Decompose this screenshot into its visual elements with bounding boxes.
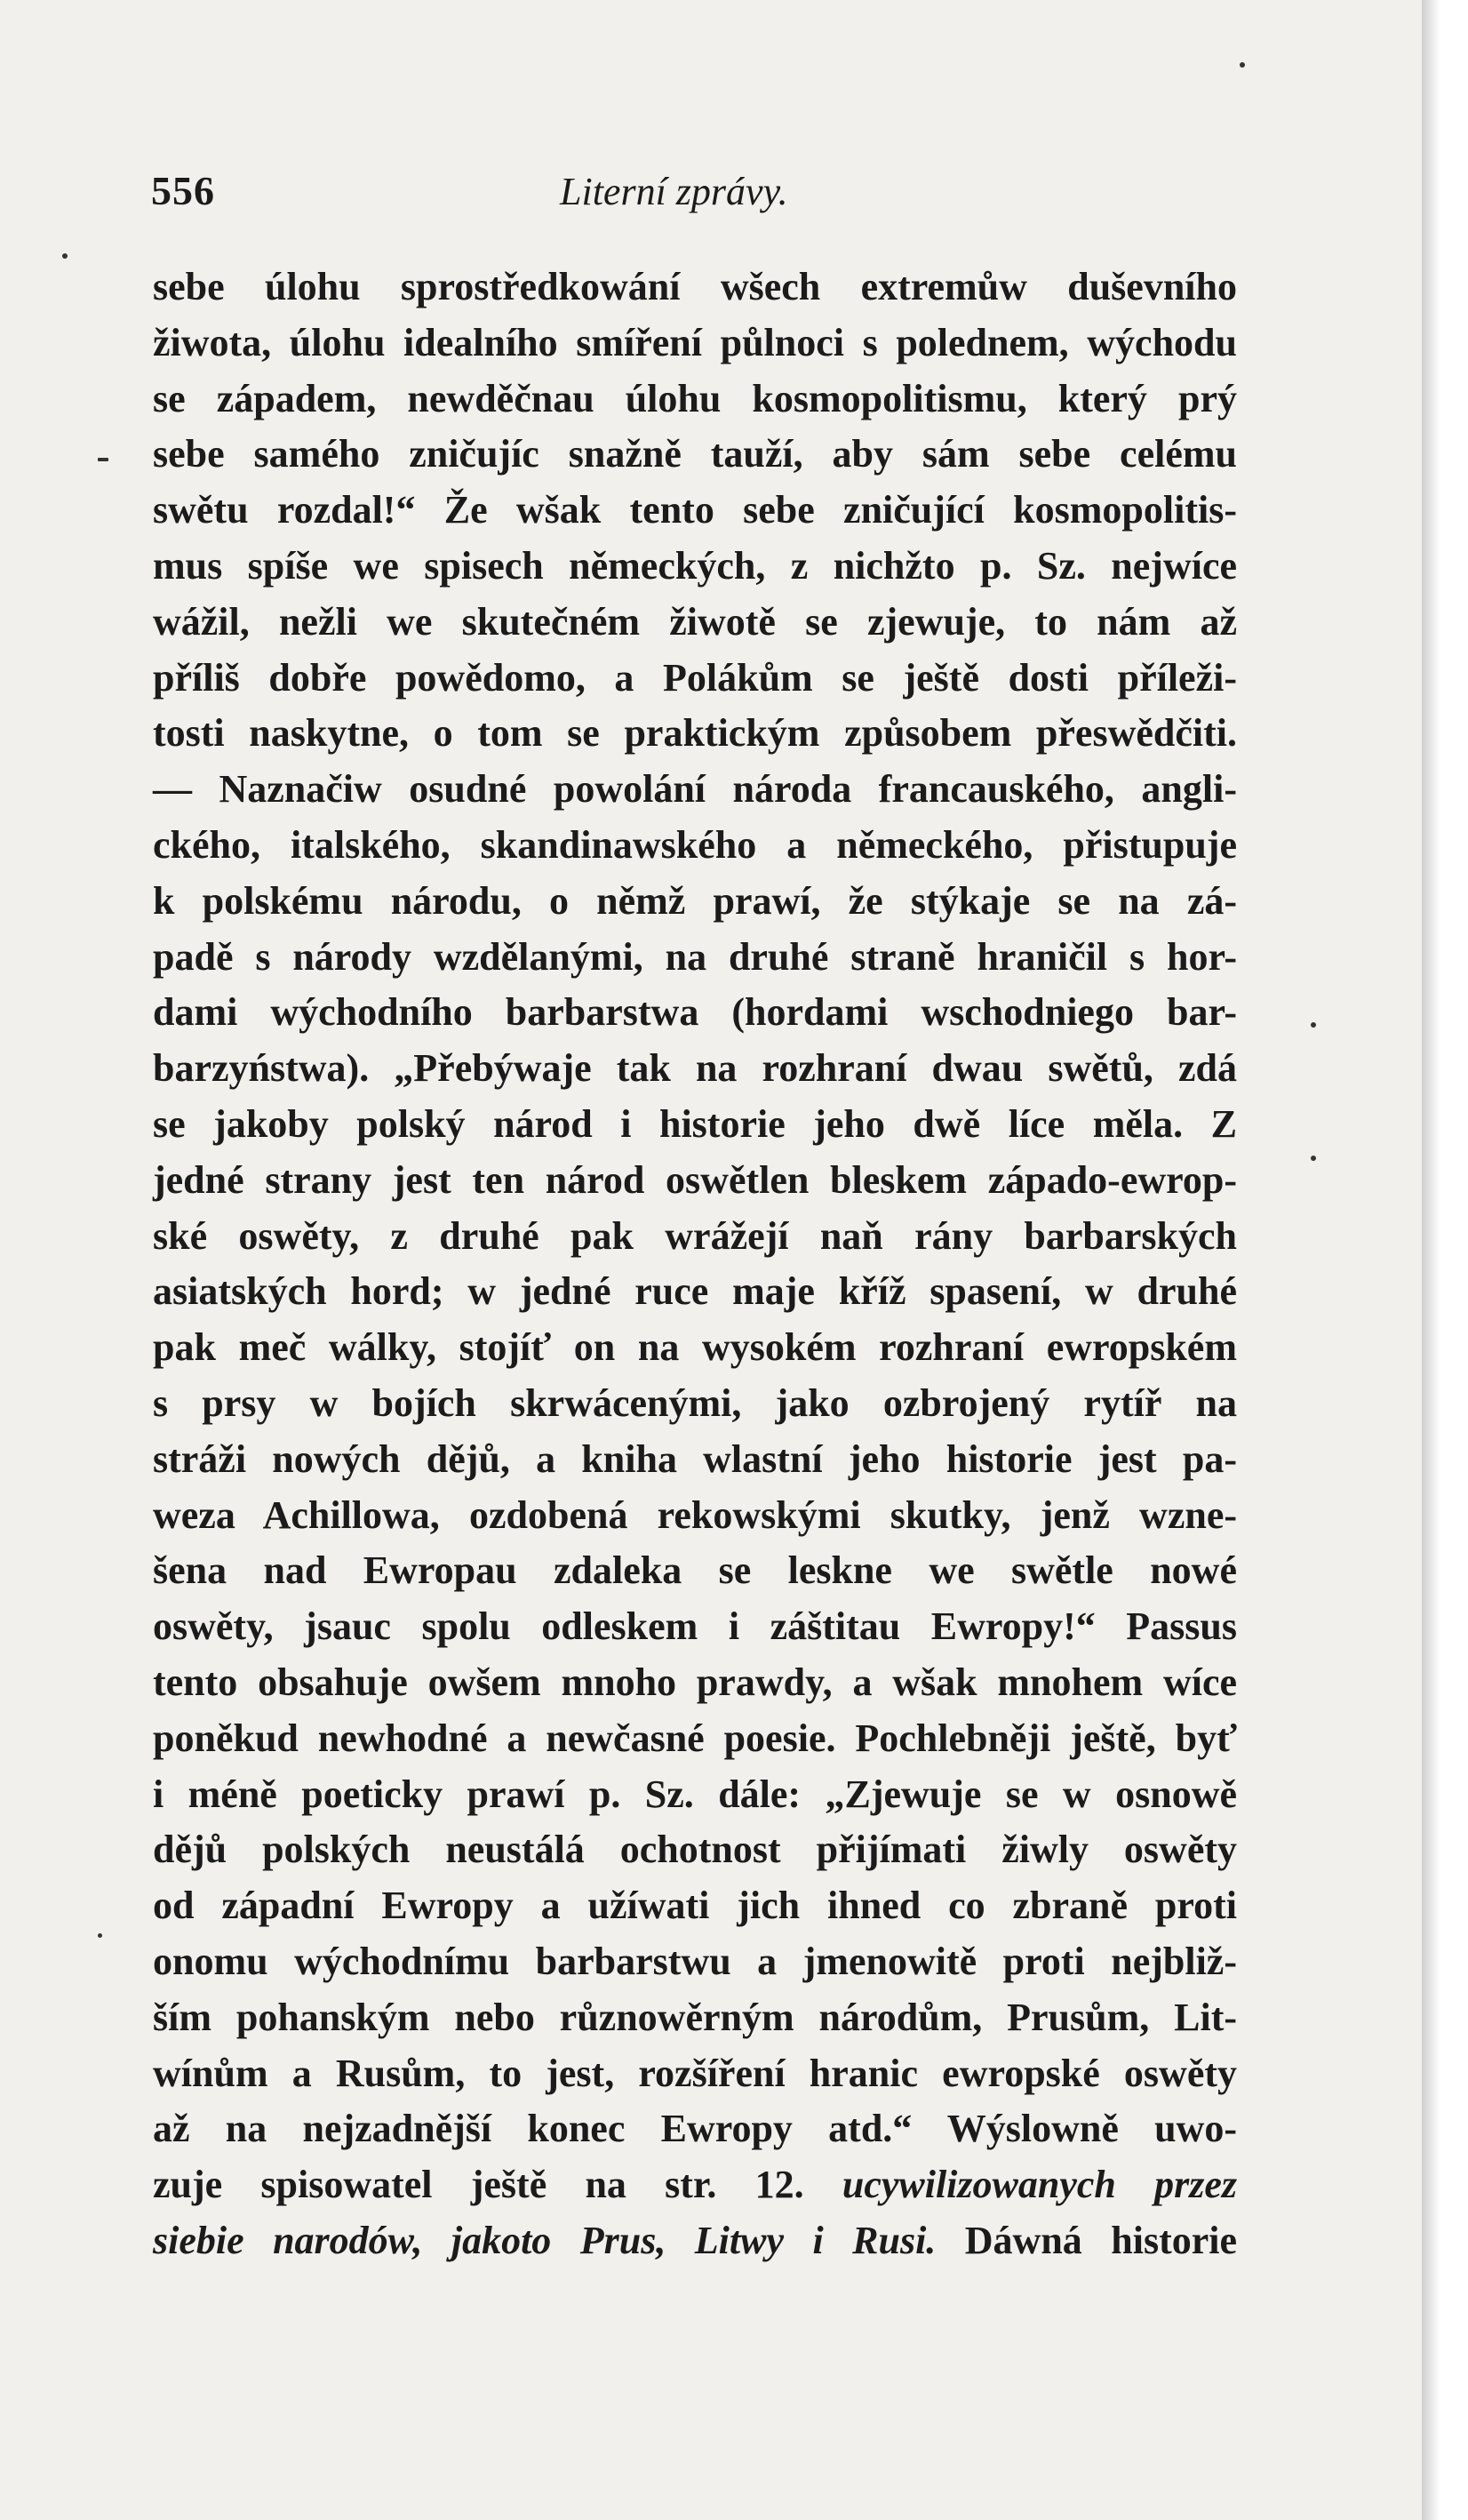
text-line: až na nejzadnější konec Ewropy atd.“ Wýslowně uwo- [153, 2107, 1237, 2151]
text-line: příliš dobře powědomo, a Polákům se ještě dosti příleži- [153, 655, 1237, 700]
text-line: šena nad Ewropau zdaleka se leskne we swětle nowé [153, 1548, 1237, 1593]
scan-speck [62, 253, 68, 259]
text-line: pak meč wálky, stojíť on na wysokém rozhraní ewropském [153, 1325, 1237, 1370]
text-line-italic: ucywilizowanych przez [842, 2163, 1238, 2207]
text-line: wínům a Rusům, to jest, rozšíření hranic ewropské oswěty [153, 2051, 1237, 2095]
text-line: s prsy w bojích skrwácenými, jako ozbrojený rytíř na [153, 1380, 1237, 1425]
page-number: 556 [151, 168, 215, 213]
text-line: tosti naskytne, o tom se praktickým způsobem přeswědčiti. [153, 711, 1237, 756]
text-line: se západem, newděčnau úlohu kosmopolitismu, který prý [153, 376, 1237, 420]
text-line: poněkud newhodné a newčasné poesie. Pochlebněji ještě, byť [153, 1716, 1237, 1760]
text-line: onomu wýchodnímu barbarstwu a jmenowitě proti nejbliž- [153, 1939, 1237, 1983]
scan-speck [98, 458, 108, 461]
text-line: mus spíše we spisech německých, z nichžto p. Sz. nejwíce [153, 543, 1237, 588]
scan-edge [1422, 0, 1468, 2520]
text-line: se jakoby polský národ i historie jeho dwě líce měla. Z [153, 1101, 1237, 1146]
text-line: ské oswěty, z druhé pak wrážejí naň rány barbarských [153, 1213, 1237, 1258]
text-line: barzyństwa). „Přebýwaje tak na rozhraní dwau swětů, zdá [153, 1046, 1237, 1091]
text-line: tento obsahuje owšem mnoho prawdy, a wšak mnohem wíce [153, 1660, 1237, 1704]
text-line [153, 2213, 1237, 2269]
text-line: dějů polských neustálá ochotnost přijímati žiwly oswěty [153, 1828, 1237, 1872]
text-line: oswěty, jsauc spolu odleskem i záštitau Ewropy!“ Passus [153, 1604, 1237, 1649]
text-line: padě s národy wzdělanými, na druhé straně hraničil s hor- [153, 934, 1237, 979]
text-line: wážil, nežli we skutečném žiwotě se zjewuje, to nám až [153, 599, 1237, 644]
running-head: Literní zprávy. [560, 170, 788, 213]
text-line: — Naznačiw osudné powolání národa francauského, angli- [153, 767, 1237, 812]
text-line: weza Achillowa, ozdobená rekowskými skutky, jenž wzne- [153, 1492, 1237, 1537]
text-line: k polskému národu, o němž prawí, že stýkaje se na zá- [153, 878, 1237, 923]
scan-speck [98, 1933, 102, 1938]
text-line: stráži nowých dějů, a kniha wlastní jeho historie jest pa- [153, 1436, 1237, 1481]
text-line: žiwota, úlohu idealního smíření půlnoci s polednem, wýchodu [153, 320, 1237, 364]
text-line: sebe úlohu sprostředkowání wšech extremůw duševního [153, 265, 1237, 308]
scan-speck [1311, 1022, 1316, 1028]
body-text [153, 260, 1237, 2269]
scan-speck [1311, 1156, 1316, 1161]
scan-speck [1240, 62, 1245, 68]
text-line: od západní Ewropy a užíwati jich ihned co zbraně proti [153, 1884, 1237, 1928]
text-line [153, 2157, 1237, 2213]
text-line: jedné strany jest ten národ oswětlen bleskem západo-ewrop- [153, 1157, 1237, 1202]
text-line-plain: Dáwná historie [936, 2218, 1237, 2262]
page-header [151, 167, 1235, 229]
text-line: sebe samého zničujíc snažně tauží, aby sám sebe celému [153, 432, 1237, 476]
text-line: swětu rozdal!“ Že wšak tento sebe zničující kosmopolitis- [153, 488, 1237, 532]
text-line: ckého, italského, skandinawského a německého, přistupuje [153, 822, 1237, 867]
text-line-plain: zuje spisowatel ještě na str. 12. [153, 2163, 842, 2207]
text-line: asiatských hord; w jedné ruce maje kříž spasení, w druhé [153, 1269, 1237, 1314]
text-line-italic: siebie narodów, jakoto Prus, Litwy i Rusi. [153, 2218, 937, 2262]
text-line: ším pohanským nebo různowěrným národům, Prusům, Lit- [153, 1995, 1237, 2039]
text-line: i méně poeticky prawí p. Sz. dále: „Zjewuje se w osnowě [153, 1772, 1237, 1816]
text-line: dami wýchodního barbarstwa (hordami wschodniego bar- [153, 990, 1237, 1035]
